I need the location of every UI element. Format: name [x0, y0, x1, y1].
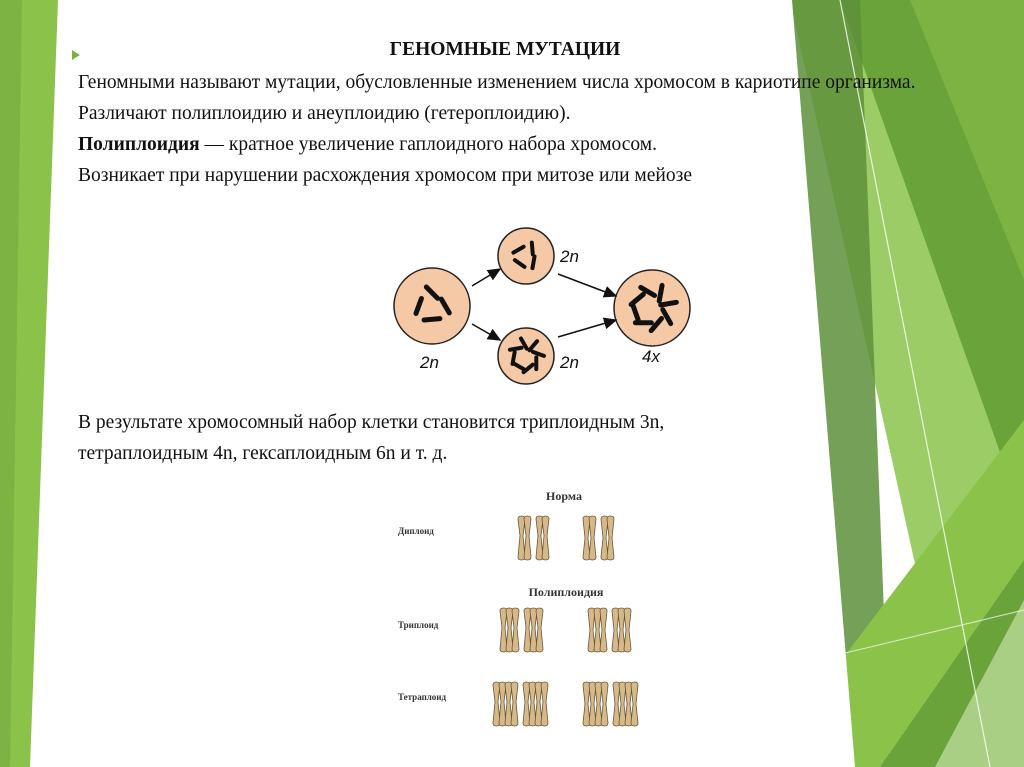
mechanism-paragraph: Возникает при нарушении расхождения хромосом при митозе или мейозе: [78, 165, 692, 186]
arrow-up-right: [558, 274, 616, 296]
definition-paragraph: Геномными называют мутации, обусловленные изменением числа хромосом в кариотипе организма.: [78, 72, 916, 93]
chromosome: [532, 257, 534, 269]
norm-heading: Норма: [546, 489, 582, 503]
row-label-diploid: Диплоид: [398, 526, 434, 536]
polyploidy-definition: — кратное увеличение гаплоидного набора хромосом.: [199, 134, 658, 155]
chromosome: [661, 302, 677, 305]
polyploidy-diagram: [390, 222, 700, 392]
types-paragraph: Различают полиплоидию и анеуплоидию (гетероплоидию).: [78, 103, 571, 124]
arrow-down-left: [472, 324, 500, 340]
result-line-2: тетраплоидным 4n, гексаплоидным 6n и т. д.: [78, 443, 448, 464]
chromosome: [532, 243, 533, 255]
parent-cell-label: 2n: [420, 353, 439, 372]
polyploidy-paragraph: [78, 129, 932, 160]
parent-cell: [394, 268, 470, 344]
bottom-cell: [498, 328, 554, 384]
chromosome: [510, 348, 522, 350]
result-text: [78, 407, 932, 469]
top-cell: [498, 228, 554, 284]
polyploidy-heading: Полиплоидия: [528, 585, 604, 599]
top-cell-label: 2n: [560, 247, 579, 266]
result-line-1: В результате хромосомный набор клетки становится триплоидным 3n,: [78, 412, 665, 433]
arrow-up-left: [472, 269, 500, 286]
arrow-down-right: [558, 320, 616, 337]
karyotype-figure: [388, 486, 678, 746]
result-cell: [614, 270, 690, 346]
result-cell-label: 4x: [642, 347, 660, 366]
polyploidy-term: Полиплоидия: [78, 134, 200, 155]
chromosome: [659, 285, 662, 301]
bottom-cell-label: 2n: [560, 353, 579, 372]
chromosome: [513, 352, 515, 364]
intro-text: [78, 67, 932, 191]
slide-title: ГЕНОМНЫЕ МУТАЦИИ: [389, 39, 621, 60]
chromosome: [424, 319, 440, 320]
row-label-tetraploid: Тетраплоид: [398, 692, 447, 702]
row-label-triploid: Триплоид: [398, 620, 439, 630]
